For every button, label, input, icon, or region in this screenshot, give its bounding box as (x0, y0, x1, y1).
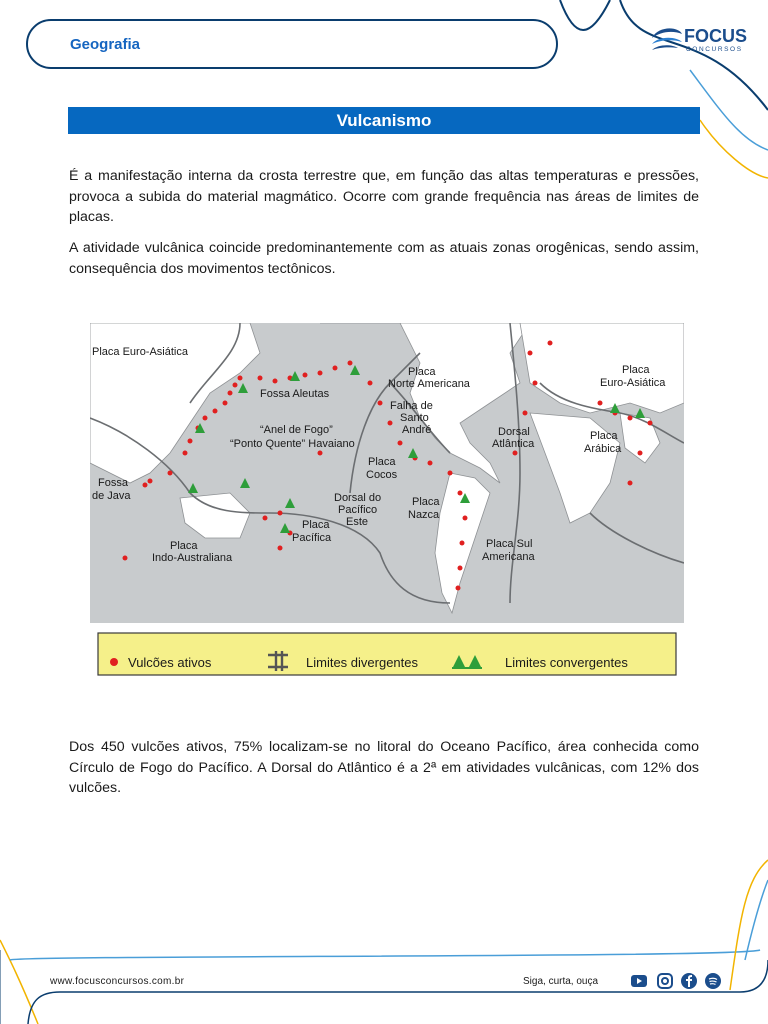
label-fossa-aleutas: Fossa Aleutas (260, 388, 330, 400)
label-nazca-1: Placa (412, 496, 440, 508)
label-anel: “Anel de Fogo” (260, 424, 333, 436)
paragraph-definition: É a manifestação interna da crosta terrestre que, em função das altas temperaturas e pressões, provoca a subida do material magmático. Ocorre com grande frequência nas áreas de limites de placas. (69, 168, 699, 225)
label-cocos-1: Placa (368, 456, 396, 468)
logo-wordmark: FOCUS (684, 26, 747, 46)
footer-follow: Siga, curta, ouça (523, 976, 599, 987)
label-dorsal-pac-3: Este (346, 516, 369, 528)
label-fossa-java-2: de Java (92, 490, 131, 502)
legend-convergent: Limites convergentes (505, 655, 628, 670)
instagram-icon[interactable] (656, 972, 674, 990)
label-indo-1: Placa (170, 540, 198, 552)
legend-active: Vulcões ativos (128, 655, 212, 670)
label-dorsal-pac-2: Pacífico (338, 504, 378, 516)
label-euro-asiatica-west: Placa Euro-Asiática (92, 346, 188, 358)
subject-label: Geografia (70, 36, 141, 53)
decorative-lines-bottom (0, 840, 768, 1024)
legend-divergent: Limites divergentes (306, 655, 418, 670)
label-fossa-java-1: Fossa (98, 477, 128, 489)
label-cocos-2: Cocos (366, 469, 398, 481)
footer-url[interactable]: www.focusconcursos.com.br (50, 976, 185, 987)
youtube-icon[interactable] (630, 972, 648, 990)
label-nazca-2: Nazca (408, 509, 440, 521)
label-sul-am-1: Placa Sul (486, 538, 533, 550)
legend-volcano-dot (110, 658, 118, 666)
label-euro-east-1: Placa (622, 364, 650, 376)
label-euro-east-2: Euro-Asiática (600, 377, 666, 389)
logo-subtitle: CONCURSOS (686, 46, 743, 53)
label-falha-2: Santo (400, 412, 429, 424)
label-pacifica-2: Pacífica (292, 532, 332, 544)
label-dorsal-atl-2: Atlântica (492, 438, 535, 450)
facebook-icon[interactable] (680, 972, 698, 990)
label-dorsal-pac-1: Dorsal do (334, 492, 382, 504)
volcano-map (90, 323, 684, 685)
label-placa-na-1: Placa (408, 366, 436, 378)
section-title: Vulcanismo (68, 107, 700, 134)
label-sul-am-2: Americana (482, 551, 535, 563)
label-arabica-1: Placa (590, 430, 618, 442)
paragraph-activity: A atividade vulcânica coincide predominantemente com as atuais zonas orogênicas, sendo assim, consequência dos movimentos tectônicos. (69, 240, 699, 277)
label-ponto: “Ponto Quente” Havaiano (230, 438, 355, 450)
label-indo-2: Indo-Australiana (152, 552, 233, 564)
label-falha-3: André (402, 424, 432, 436)
spotify-icon[interactable] (704, 972, 722, 990)
label-pacifica-1: Placa (302, 519, 330, 531)
paragraph-statistics: Dos 450 vulcões ativos, 75% localizam-se no litoral do Oceano Pacífico, área conhecida como Círculo de Fogo do Pacífico. A Dorsal do Atlântico é a 2ª em atividades vulcânicas, com 12% dos vulcões. (69, 739, 699, 796)
label-falha-1: Falha de (390, 400, 433, 412)
label-arabica-2: Arábica (584, 443, 622, 455)
label-dorsal-atl-1: Dorsal (498, 426, 530, 438)
label-placa-na-2: Norte Americana (388, 378, 470, 390)
